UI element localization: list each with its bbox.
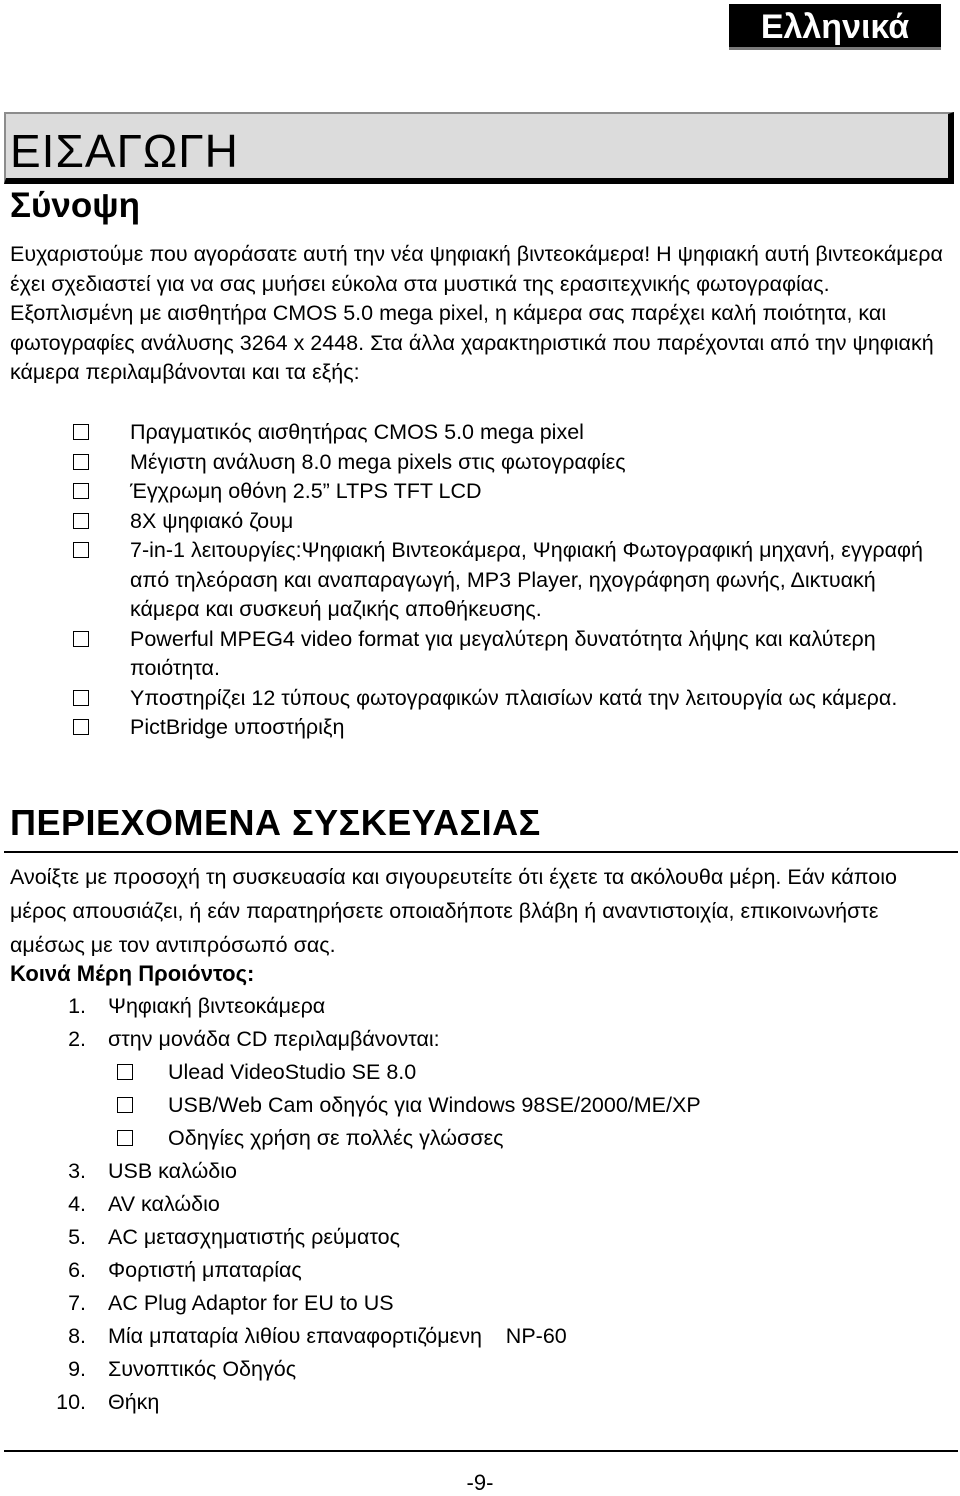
feature-text: Μέγιστη ανάλυση 8.0 mega pixels στις φωτογραφίες xyxy=(130,449,626,474)
list-item xyxy=(0,1386,950,1419)
common-parts-heading: Κοινά Μέρη Προιόντος: xyxy=(10,961,255,986)
cd-item-text: Ulead VideoStudio SE 8.0 xyxy=(168,1060,417,1084)
package-contents-title: ΠΕΡΙΕΧΟΜΕΝΑ ΣΥΣΚΕΥΑΣΙΑΣ xyxy=(10,802,541,843)
feature-item xyxy=(0,448,950,478)
section-title: ΕΙΣΑΓΩΓΗ xyxy=(10,125,239,177)
item-text: Θήκη xyxy=(108,1390,160,1414)
checkbox-icon xyxy=(73,454,89,470)
item-number: 6. xyxy=(68,1258,86,1282)
checkbox-icon xyxy=(117,1097,133,1113)
feature-list xyxy=(0,418,950,743)
feature-text: Έγχρωμη οθόνη 2.5” LTPS TFT LCD xyxy=(130,479,482,503)
cd-item xyxy=(108,1122,950,1155)
feature-item xyxy=(0,684,950,714)
feature-text: 7-in-1 λειτουργίες:Ψηφιακή Βιντεοκάμερα, Ψηφιακή Φωτογραφική μηχανή, εγγραφή από τηλεόραση και αναπαραγωγή, MP3 Player, ηχογράφηση φωνής, Δικτυακή κάμερα και συσκευή μαζικής αποθήκευσης. xyxy=(130,538,923,621)
checkbox-icon xyxy=(73,690,89,706)
cd-contents-list xyxy=(108,1056,950,1155)
checkbox-icon xyxy=(73,719,89,735)
feature-item xyxy=(0,625,950,684)
feature-item xyxy=(0,418,950,448)
cd-item xyxy=(108,1089,950,1122)
feature-text: Πραγματικός αισθητήρας CMOS 5.0 mega pixel xyxy=(130,420,584,444)
item-number: 2. xyxy=(68,1027,86,1051)
feature-item xyxy=(0,713,950,743)
feature-item xyxy=(0,477,950,507)
overview-subtitle: Σύνοψη xyxy=(10,186,140,225)
list-item xyxy=(0,1254,950,1287)
list-item xyxy=(0,1188,950,1221)
item-text: AC μετασχηματιστής ρεύματος xyxy=(108,1225,400,1249)
list-item xyxy=(0,1155,950,1188)
footer-divider xyxy=(4,1450,958,1452)
feature-item xyxy=(0,536,950,625)
checkbox-icon xyxy=(73,631,89,647)
parts-list xyxy=(0,990,950,1419)
checkbox-icon xyxy=(73,542,89,558)
page-number: -9- xyxy=(466,1470,494,1495)
feature-text: 8X ψηφιακό ζουμ xyxy=(130,508,294,533)
list-item xyxy=(0,1320,950,1353)
list-item xyxy=(0,990,950,1023)
item-text: Συνοπτικός Οδηγός xyxy=(108,1357,297,1381)
section-divider xyxy=(4,851,958,853)
intro-paragraph: Ευχαριστούμε που αγοράσατε αυτή την νέα ψηφιακή βιντεοκάμερα! Η ψηφιακή αυτή βιντεοκάμερα έχει σχεδιαστεί για να σας μυήσει εύκολα στα μυστικά της ερασιτεχνικής φωτογραφίας. Εξοπλισμένη με αισθητήρα CMOS 5.0 mega pixel, η κάμερα σας παρέχει καλή ποιότητα, και φωτογραφίες ανάλυσης 3264 x 2448. Στα άλλα χαρακτηριστικά που παρέχονται από την ψηφιακή κάμερα περιλαμβάνονται και τα εξής: xyxy=(10,242,943,384)
cd-item-text: Οδηγίες χρήση σε πολλές γλώσσες xyxy=(168,1126,504,1150)
item-text: Φορτιστή μπαταρίας xyxy=(108,1258,302,1282)
checkbox-icon xyxy=(117,1064,133,1080)
cd-item xyxy=(108,1056,950,1089)
feature-text: PictBridge υποστήριξη xyxy=(130,715,345,739)
item-number: 4. xyxy=(68,1192,86,1216)
feature-text: Powerful MPEG4 video format για μεγαλύτερη δυνατότητα λήψης και καλύτερη ποιότητα. xyxy=(130,626,876,680)
item-number: 10. xyxy=(56,1390,86,1414)
item-text: Μία μπαταρία λιθίου επαναφορτιζόμενη NP-60 xyxy=(108,1324,567,1348)
item-text: στην μονάδα CD περιλαμβάνονται: xyxy=(108,1027,440,1051)
package-contents-paragraph: Ανοίξτε με προσοχή τη συσκευασία και σιγουρευτείτε ότι έχετε τα ακόλουθα μέρη. Εάν κάποιο μέρος απουσιάζει, ή εάν παρατηρήσετε οποιαδήποτε βλάβη ή αναντιστοιχία, επικοινωνήστε αμέσως με τον αντιπρόσωπό σας. xyxy=(10,865,897,957)
feature-text: Υποστηρίζει 12 τύπους φωτογραφικών πλαισίων κατά την λειτουργία ως κάμερα. xyxy=(130,685,898,710)
item-text: USB καλώδιο xyxy=(108,1159,238,1183)
checkbox-icon xyxy=(73,424,89,440)
checkbox-icon xyxy=(73,483,89,499)
cd-item-text: USB/Web Cam οδηγός για Windows 98SE/2000/ME/XP xyxy=(168,1093,701,1117)
item-number: 1. xyxy=(68,994,86,1018)
item-text: AC Plug Adaptor for EU to US xyxy=(108,1291,394,1315)
list-item xyxy=(0,1287,950,1320)
checkbox-icon xyxy=(117,1130,133,1146)
list-item xyxy=(0,1023,950,1155)
item-number: 5. xyxy=(68,1225,86,1249)
item-number: 8. xyxy=(68,1324,86,1348)
item-text: Ψηφιακή βιντεοκάμερα xyxy=(108,994,326,1018)
list-item xyxy=(0,1353,950,1386)
language-tab: Ελληνικά xyxy=(729,4,941,50)
item-number: 9. xyxy=(68,1357,86,1381)
list-item xyxy=(0,1221,950,1254)
item-number: 7. xyxy=(68,1291,86,1315)
feature-item xyxy=(0,507,950,537)
item-text: AV καλώδιο xyxy=(108,1192,220,1216)
item-number: 3. xyxy=(68,1159,86,1183)
checkbox-icon xyxy=(73,513,89,529)
